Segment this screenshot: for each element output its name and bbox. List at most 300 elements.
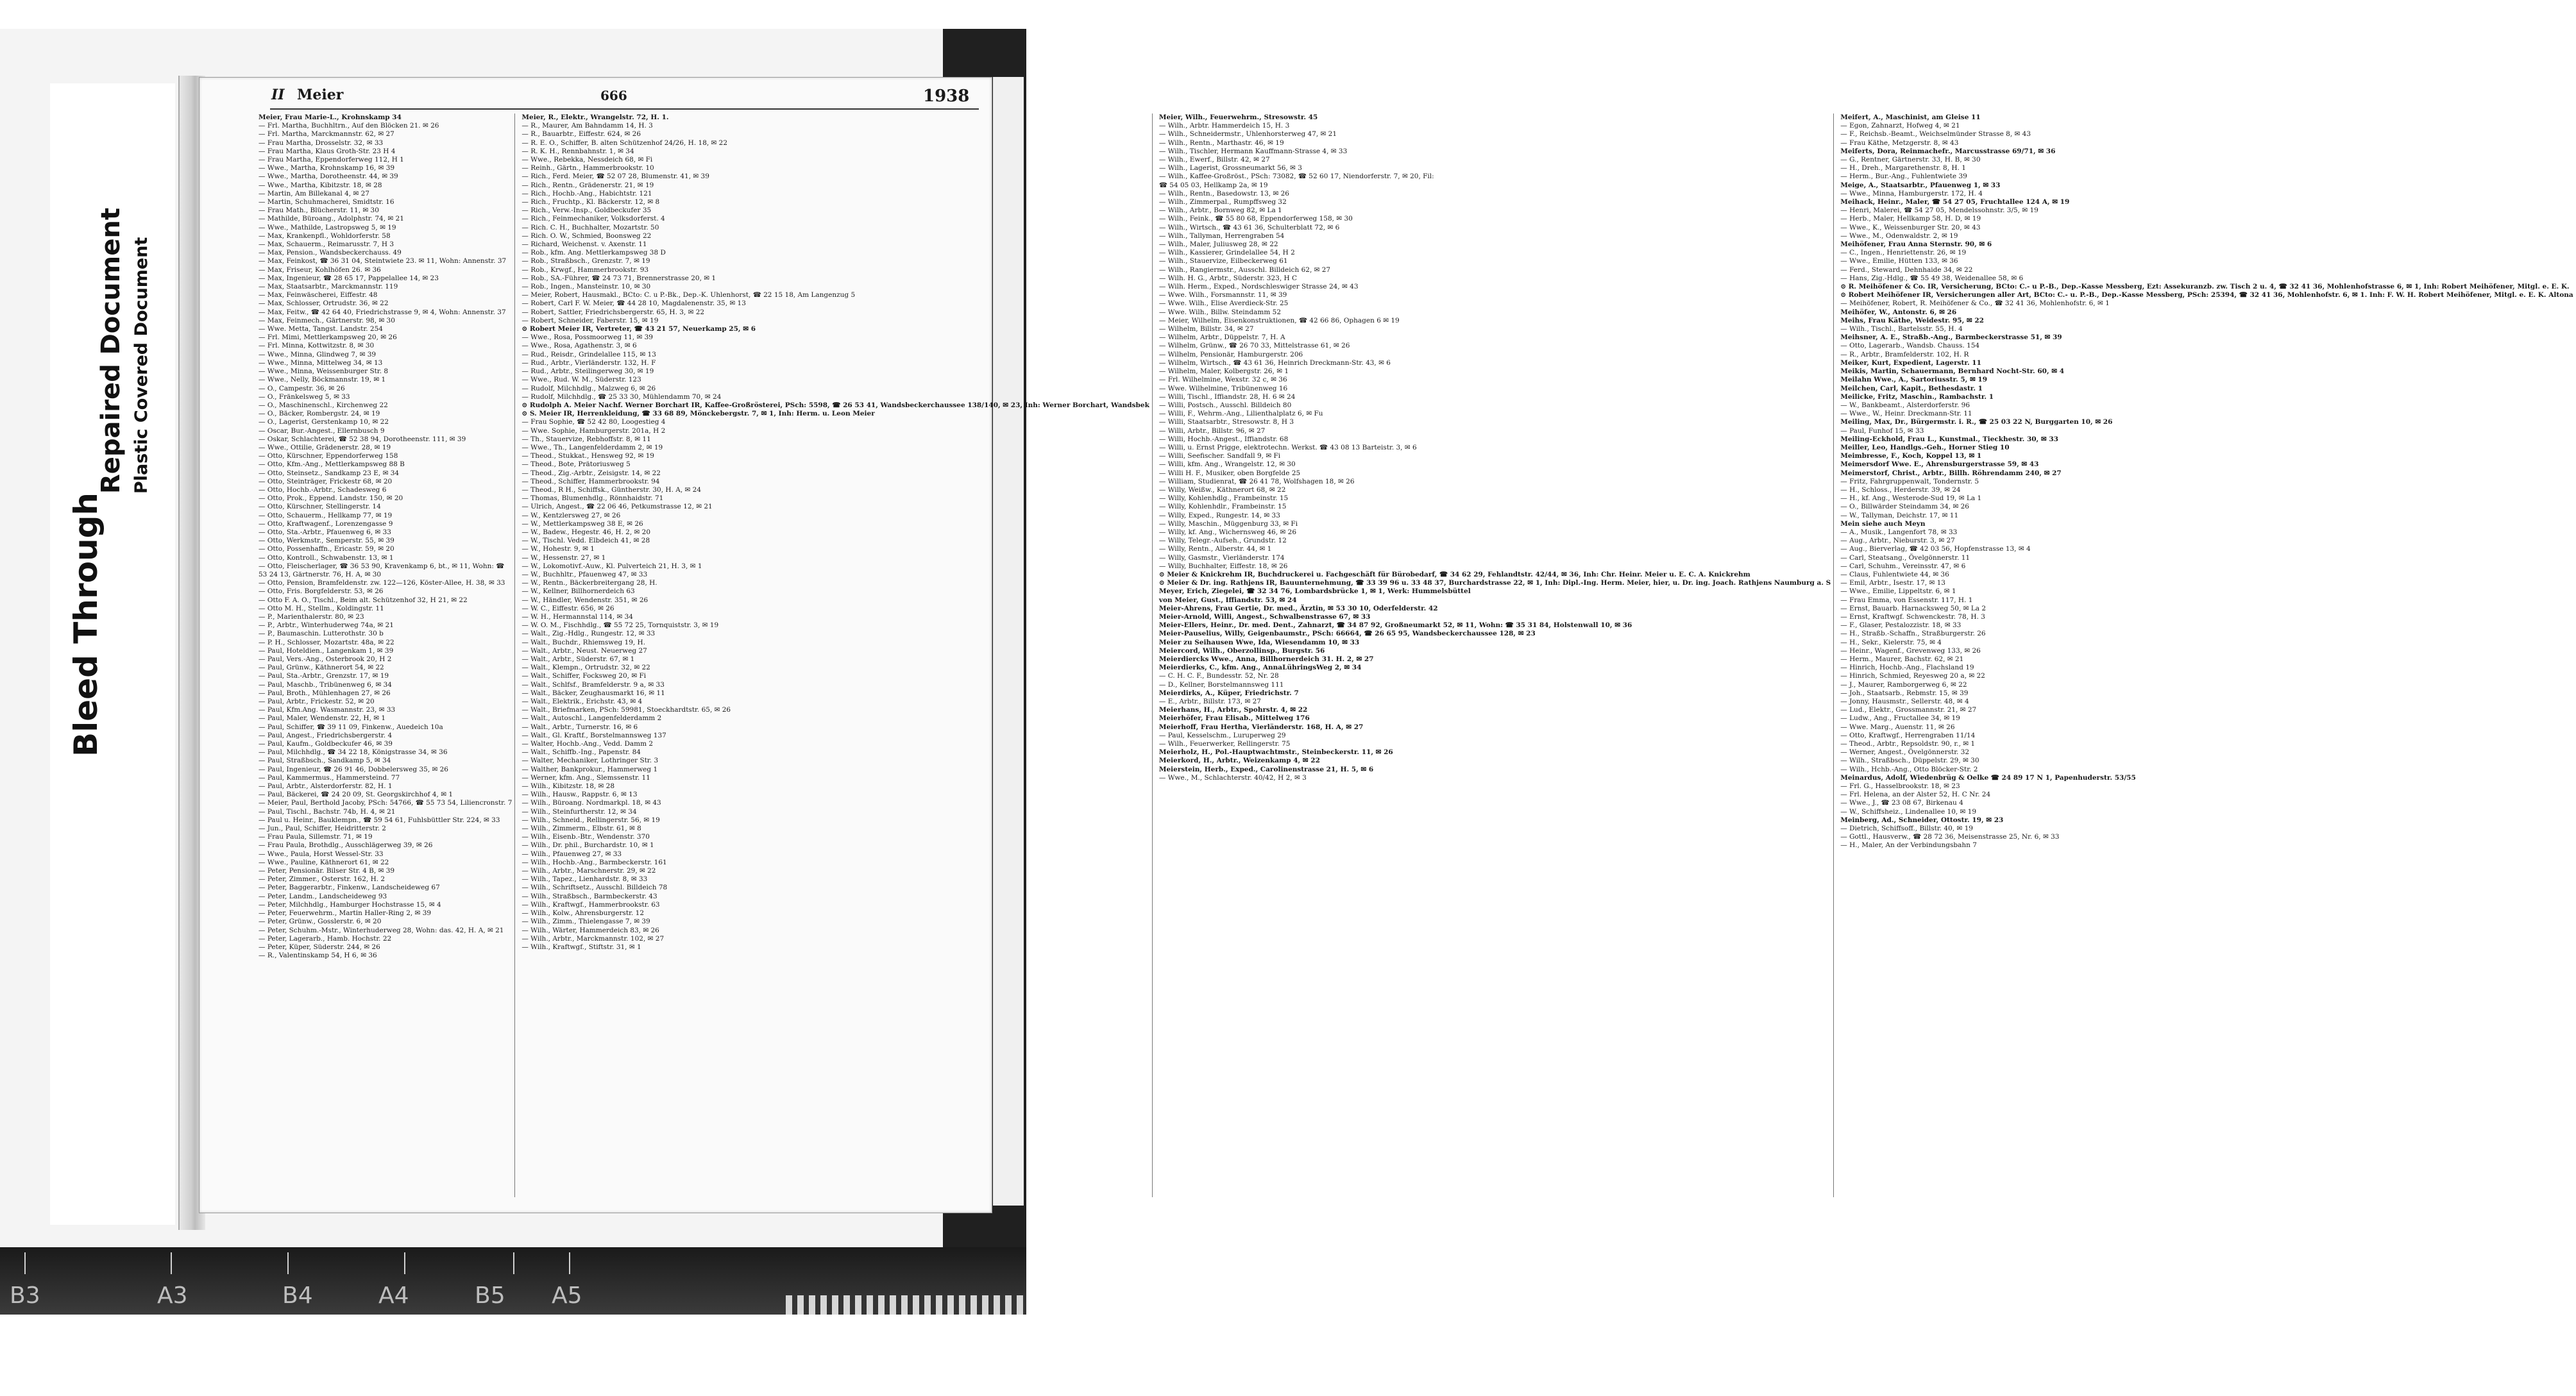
directory-entry: — Theod., Zig.-Arbtr., Zeisigstr. 14, ✉ 22 <box>521 469 661 477</box>
directory-entry: — Wilh., Dr. phil., Burchardstr. 10, ✉ 1 <box>521 841 654 850</box>
directory-entry: — Wilh., Tapez., Lienhardstr. 8, ✉ 33 <box>521 875 648 884</box>
directory-entry: — Peter, Baggerarbtr., Finkenw., Landscheideweg 67 <box>258 884 440 892</box>
directory-entry: — Rud., Reisdr., Grindelallee 115, ✉ 13 <box>521 350 656 358</box>
directory-entry: Meier, Frau Marie-L., Krohnskamp 34 <box>258 114 402 121</box>
directory-entry: — Rudolf, Milchhdlg., ☎ 25 33 30, Mühlendamm 70, ✉ 24 <box>521 392 722 401</box>
directory-entry: — Willy, Maschin., Müggenburg 33, ✉ Fi <box>1158 519 1298 528</box>
directory-entry: — Werner, Angest., Övelgönnerstr. 32 <box>1840 748 1970 757</box>
directory-entry: — Max, Feinwäscherei, Eiffestr. 48 <box>258 291 378 299</box>
column-1 <box>256 114 515 1197</box>
directory-entry: — Otto, Kürschner, Stellingerstr. 14 <box>258 503 381 511</box>
directory-entry: — Wilh., Kraftwgf., Stiftstr. 31, ✉ 1 <box>521 943 641 951</box>
directory-entry: — Frau Math., Blücherstr. 11, ✉ 30 <box>258 206 379 215</box>
directory-entry: — Paul u. Heinr., Bauklempn., ☎ 59 54 61, Fuhlsbüttler Str. 224, ✉ 33 <box>258 816 500 824</box>
directory-entry: Meihsner, A. E., Straßb.-Ang., Barmbeckerstrasse 51, ✉ 39 <box>1840 333 2062 342</box>
directory-entry: — Wwe., Minna, Mittelweg 34, ✉ 13 <box>258 358 383 367</box>
directory-entry: — Wwe., Emilie, Lippeltstr. 6, ✉ 1 <box>1840 587 1956 596</box>
directory-entry: — Hinrich, Schmied, Reyesweg 20 a, ✉ 22 <box>1840 672 1985 680</box>
directory-entry: — Otto, Kraftwagenf., Lorenzengasse 9 <box>258 519 393 528</box>
directory-entry: — Wwe., Emilie, Hütten 133, ✉ 36 <box>1840 257 1958 265</box>
directory-entry: — Claus, Fuhlentwiete 44, ✉ 36 <box>1840 570 1949 578</box>
directory-entry: — W., Kellner, Billhornerdeich 63 <box>521 587 635 596</box>
directory-entry: — Wwe., J., ☎ 23 08 67, Birkenau 4 <box>1840 799 1963 807</box>
directory-entry: — Rob., SA.-Führer, ☎ 24 73 71, Brennerstrasse 20, ✉ 1 <box>521 274 716 282</box>
directory-entry: — Otto, Fris. Borgfelderstr. 53, ✉ 26 <box>258 587 384 596</box>
directory-entry: — Wilh., Pfauenweg 27, ✉ 33 <box>521 850 622 858</box>
directory-entry: — William, Studienrat, ☎ 26 41 78, Wolfshagen 18, ✉ 26 <box>1158 477 1355 485</box>
directory-entry: — R., Arbtr., Bramfelderstr. 102, H. R <box>1840 350 1969 358</box>
directory-entry: — F., Glaser, Pestalozzistr. 18, ✉ 33 <box>1840 621 1962 630</box>
directory-entry: — Meier, Wilhelm, Eisenkonstruktionen, ☎ 42 66 86, Ophagen 6 ✉ 19 <box>1158 316 1400 324</box>
directory-entry: — Rob., kfm. Ang. Mettlerkampsweg 38 D <box>521 249 666 257</box>
directory-entry: — Egon, Zahnarzt, Hofweg 4, ✉ 21 <box>1840 122 1960 130</box>
directory-entry: — Willi, Seefischer. Sandfall 9, ✉ Fi <box>1158 452 1281 460</box>
directory-entry: — Rich. C. H., Buchhalter, Mozartstr. 50 <box>521 223 659 231</box>
directory-entry: Meier-Ahrens, Frau Gertie, Dr. med., Ärztin, ✉ 53 30 10, Oderfelderstr. 42 <box>1158 604 1438 612</box>
directory-entry: ☎ 54 05 03, Hellkamp 2a, ✉ 19 <box>1158 181 1268 189</box>
ruler-label: B5 <box>475 1282 505 1309</box>
directory-entry: Meimerstorf, Christ., Arbtr., Billh. Röhrendamm 240, ✉ 27 <box>1840 469 2062 477</box>
directory-entry: — Carl, Schuhm., Vereinsstr. 47, ✉ 6 <box>1840 562 1966 570</box>
directory-entry: — Wwe., Martha, Dorotheenstr. 44, ✉ 39 <box>258 172 398 181</box>
directory-entry: — Willi, u. Ernst Prigge, elektrotechn. Werkst. ☎ 43 08 13 Barteistr. 3, ✉ 6 <box>1158 443 1417 451</box>
directory-entry: — Rud., Arbtr., Steilingerweg 30, ✉ 19 <box>521 367 654 376</box>
directory-entry: — Wilh., Maler, Juliusweg 28, ✉ 22 <box>1158 240 1278 249</box>
directory-entry: — Willy, Buchhalter, Eiffestr. 18, ✉ 26 <box>1158 562 1288 570</box>
directory-entry: — C. H. C. F., Bundesstr. 52, Nr. 28 <box>1158 672 1279 680</box>
directory-entry: Meikis, Martin, Schauermann, Bernhard Nocht-Str. 60, ✉ 4 <box>1840 367 2065 376</box>
directory-entry: — Wilh., Kraftwgf., Hammerbrookstr. 63 <box>521 900 660 909</box>
directory-entry: — Frau Martha, Eppendorferweg 112, H 1 <box>258 156 404 164</box>
directory-entry: — Willy, Kohlenhdlr., Frambeinstr. 15 <box>1158 503 1287 511</box>
directory-entry: — O., Maschinenschl., Kirchenweg 22 <box>258 401 388 409</box>
directory-entry: — Otto, Hochb.-Arbtr., Schadesweg 6 <box>258 485 387 494</box>
directory-entry: — Peter, Küper, Süderstr. 244, ✉ 26 <box>258 943 380 951</box>
directory-entry: — Willi, Tischl., Iffiandstr. 28, H. 6 ✉ 24 <box>1158 392 1296 401</box>
directory-entry: — Paul, Grünw., Käthnerort 54, ✉ 22 <box>258 664 384 672</box>
directory-entry: — Paul, Schiffer, ☎ 39 11 09, Finkenw., Auedeich 10a <box>258 723 443 731</box>
directory-entry: — Wilh., Steinfurtherstr. 12, ✉ 34 <box>521 807 637 816</box>
directory-entry: — Wilh., Kaffee-Großröst., PSch: 73082, ☎ 52 60 17, Niendorferstr. 7, ✉ 20, Fil: <box>1158 172 1434 181</box>
directory-entry: — Wilh., Büroang. Nordmarkpl. 18, ✉ 43 <box>521 799 661 807</box>
directory-entry: — Willi H. F., Musiker, oben Borgfelde 25 <box>1158 469 1301 477</box>
directory-entry: — Max, Schlosser, Ortrudstr. 36, ✉ 22 <box>258 299 389 308</box>
directory-entry: — Rob., Krwgf., Hammerbrookstr. 93 <box>521 265 649 274</box>
directory-entry: — Joh., Staatsarb., Rebmstr. 15, ✉ 39 <box>1840 689 1969 697</box>
directory-entry: — P., Arbtr., Winterhuderweg 74a, ✉ 21 <box>258 621 394 630</box>
directory-entry: — Wilh., Zimm., Thielengasse 7, ✉ 39 <box>521 918 650 926</box>
directory-entry: Meier, R., Elektr., Wrangelstr. 72, H. 1. <box>521 114 669 121</box>
directory-entry: — Gottl., Hausverw., ☎ 28 72 36, Meisenstrasse 25, Nr. 6, ✉ 33 <box>1840 833 2060 841</box>
directory-entry: — Aug., Arbtr., Nieburstr. 3, ✉ 27 <box>1840 537 1955 545</box>
directory-entry: — Hinrich, Hochb.-Ang., Flachsland 19 <box>1840 664 1974 672</box>
directory-entry: Meierhans, H., Arbtr., Spohrstr. 4, ✉ 22 <box>1158 706 1308 714</box>
directory-entry: — Wwe., Paula, Horst Wessel-Str. 33 <box>258 850 384 858</box>
directory-entry: — Walther, Bankprokur., Hammerweg 1 <box>521 765 658 773</box>
directory-entry: — W., Mettlerkampsweg 38 E, ✉ 26 <box>521 519 643 528</box>
directory-entry: — Paul, Tischl., Bachstr. 74b, H. 4, ✉ 21 <box>258 807 396 816</box>
directory-entry: — Wwe., W., Heinr. Dreckmann-Str. 11 <box>1840 410 1972 418</box>
directory-entry: — Wilh., Schriftsetz., Ausschl. Billdeich 78 <box>521 884 668 892</box>
directory-entry: Meiferts, Dora, Reinmachefr., Marcusstrasse 69/71, ✉ 36 <box>1840 147 2056 155</box>
directory-entry: — Wilh., Straßbsch., Düppelstr. 29, ✉ 30 <box>1840 757 1979 765</box>
directory-entry: — Wilhelm, Grünw., ☎ 26 70 33, Mittelstrasse 61, ✉ 26 <box>1158 342 1350 350</box>
directory-entry: — Walt., Autoschl., Langenfelderdamm 2 <box>521 714 662 723</box>
directory-entry: — Rich., Ferd. Meier, ☎ 52 07 28, Blumenstr. 41, ✉ 39 <box>521 172 709 181</box>
directory-entry: Meierkord, H., Arbtr., Weizenkamp 4, ✉ 22 <box>1158 757 1320 765</box>
directory-entry: — W., Rentn., Bäckerbreitergang 28, H. <box>521 579 657 587</box>
directory-entry: — Richard, Weichenst. v. Axenstr. 11 <box>521 240 647 249</box>
directory-entry: — Theod., R H., Schiffsk., Güntherstr. 30, H. A, ✉ 24 <box>521 485 701 494</box>
directory-entry: — Paul, Ingenieur, ☎ 26 91 46, Dobbelersweg 35, ✉ 26 <box>258 765 448 773</box>
directory-entry: Meihöfer, W., Antonstr. 6, ✉ 26 <box>1840 308 1957 316</box>
directory-entry: Meyer, Erich, Ziegelei, ☎ 32 34 76, Lombardsbrücke 1, ✉ 1, Werk: Hummelsbüttel <box>1158 587 1471 596</box>
directory-entry: Meimersdorf Wwe. E., Ahrensburgerstrasse 59, ✉ 43 <box>1840 460 2039 469</box>
directory-entry: — Rudolf, Milchhdlg., Malzweg 6, ✉ 26 <box>521 384 656 392</box>
directory-entry: — Max, Friseur, Kohlhöfen 26. ✉ 36 <box>258 265 381 274</box>
directory-entry: Meierdierks, C., kfm. Ang., AnnaLühringsWeg 2, ✉ 34 <box>1158 664 1362 672</box>
directory-entry: — W., Hessenstr. 27, ✉ 1 <box>521 553 606 562</box>
directory-entry: — Wilhelm, Wirtsch., ☎ 43 61 36, Heinrich Dreckmann-Str. 43, ✉ 6 <box>1158 358 1391 367</box>
directory-entry: ⊙ S. Meier IR, Herrenkleidung, ☎ 33 68 89, Mönckebergstr. 7, ✉ 1, Inh: Herm. u. Leon Meier <box>521 410 875 418</box>
directory-entry: — Walter, Mechaniker, Lothringer Str. 3 <box>521 757 659 765</box>
directory-entry: — Walt., Arbtr., Neust. Neuerweg 27 <box>521 646 647 655</box>
directory-entry: — Walt., Schlfsf., Bramfelderstr. 9 a, ✉ 33 <box>521 680 665 689</box>
directory-entry: — Wwe. Wilh., Forsmannstr. 11, ✉ 39 <box>1158 291 1287 299</box>
directory-entry: — Paul, Maler, Wendenstr. 22, H, ✉ 1 <box>258 714 386 723</box>
directory-entry: — Wwe., Rosa, Agathenstr. 3, ✉ 6 <box>521 342 637 350</box>
directory-entry: — Paul, Angest., Friedrichsbergerstr. 4 <box>258 731 393 739</box>
directory-entry: — H., kf. Ang., Westerode-Sud 19, ✉ La 1 <box>1840 494 1982 503</box>
directory-entry: — Max, Pension., Wandsbeckerchauss. 49 <box>258 249 402 257</box>
directory-entry: — Walter, Hochb.-Ang., Vedd. Damm 2 <box>521 740 654 748</box>
directory-entry: — Meihöfener, Robert, R. Meihöfener & Co., ☎ 32 41 36, Mohlenhofstr. 6, ✉ 1 <box>1840 299 2110 308</box>
directory-entry: ⊙ Rudolph A. Meier Nachf. Werner Borchart IR, Kaffee-Großrösterei, PSch: 5598, ☎ 26 53 41, Wandsbeckerchaussee 138/140, ✉ 23, Inh: Werner Borchart, Wandsbek <box>521 401 1149 409</box>
directory-entry: — Frau Martha, Klaus Groth-Str. 23 H 4 <box>258 147 396 155</box>
directory-entry: — Wilh., Kolw., Ahrensburgerstr. 12 <box>521 909 645 918</box>
entry-columns <box>256 114 2573 1197</box>
directory-entry: — Willi, kfm. Ang., Wrangelstr. 12, ✉ 30 <box>1158 460 1296 469</box>
directory-entry: — W. H., Hermannstal 114, ✉ 34 <box>521 612 633 621</box>
directory-entry: — Wilh., Feuerwerker, Rellingerstr. 75 <box>1158 740 1291 748</box>
directory-entry: — E., Arbtr., Billstr. 173, ✉ 27 <box>1158 698 1261 706</box>
directory-entry: — W., Hohestr. 9, ✉ 1 <box>521 545 595 553</box>
directory-entry: — Willi, Arbtr., Billstr. 96, ✉ 27 <box>1158 426 1266 435</box>
directory-entry: — A., Musik., Langenfort 78, ✉ 33 <box>1840 528 1958 536</box>
directory-entry: — Rich., Fruchtp., Kl. Bäckerstr. 12, ✉ 8 <box>521 198 660 206</box>
directory-entry: Meilahn Wwe., A., Sartoriusstr. 5, ✉ 19 <box>1840 376 1988 384</box>
ruler-label: A3 <box>157 1282 188 1309</box>
directory-entry: — R., Maurer, Am Bahndamm 14, H. 3 <box>521 122 653 130</box>
directory-entry: — Paul, Sta.-Arbtr., Grenzstr. 17, ✉ 19 <box>258 672 389 680</box>
directory-entry: — Wwe., Minna, Glindweg 7, ✉ 39 <box>258 350 377 358</box>
directory-entry: — Wwe., Rud. W. M., Süderstr. 123 <box>521 376 641 384</box>
directory-entry: — Wwe., Mathilde, Lastropsweg 5, ✉ 19 <box>258 223 396 231</box>
directory-entry: Mein siehe auch Meyn <box>1840 519 1926 528</box>
directory-entry: — W., Bankbeamt., Alsterdorferstr. 96 <box>1840 401 1970 409</box>
directory-entry: — G., Rentner, Gärtnerstr. 33, H. B, ✉ 30 <box>1840 156 1981 164</box>
directory-entry: — Martin, Schuhmacherei, Smidtstr. 16 <box>258 198 394 206</box>
directory-entry: — Wilh., Arbtr., Marschnerstr. 29, ✉ 22 <box>521 867 656 875</box>
directory-entry: — Max, Schauerm., Reimarusstr. 7, H 3 <box>258 240 394 249</box>
directory-entry: ⊙ Meier & Knickrehm IR, Buchdruckerei u. Fachgeschäft für Bürobedarf, ☎ 34 62 29, Fehlandtstr. 42/44, ✉ 36, Inh: Chr. Heinr. Meier u. E. C. A. Knickrehm <box>1158 570 1750 578</box>
directory-entry: — Robert, Schneider, Faberstr. 15, ✉ 19 <box>521 316 659 324</box>
directory-entry: — Wilh., Hochb.-Ang., Barmbeckerstr. 161 <box>521 858 667 866</box>
directory-entry: — Wilh., Eisenb.-Btr., Wendenstr. 370 <box>521 833 650 841</box>
directory-entry: — Jun., Paul, Schiffer, Heidritterstr. 2 <box>258 825 386 833</box>
directory-entry: — Otto, Possenhaffn., Ericastr. 59, ✉ 20 <box>258 545 394 553</box>
directory-entry: — Wilh., Hchb.-Ang., Otto Blöcker-Str. 2 <box>1840 765 1978 773</box>
directory-entry: — Reinh., Gärtn., Hammerbrookstr. 10 <box>521 164 654 172</box>
page-header <box>199 83 992 107</box>
directory-entry: — H., Straßb.-Schaffn., Straßburgerstr. 26 <box>1840 630 1986 638</box>
running-head: Meier <box>297 87 344 103</box>
directory-entry: — Willi, F., Wehrm.-Ang., Lilienthalplatz 6, ✉ Fu <box>1158 410 1323 418</box>
ruler-label: A4 <box>378 1282 409 1309</box>
directory-entry: — Max, Feitw., ☎ 42 64 40, Friedrichstrasse 9, ✉ 4, Wohn: Annenstr. 37 <box>258 308 506 316</box>
directory-entry: — Wilh., Arbtr. Hammerdeich 15, H. 3 <box>1158 122 1290 130</box>
directory-entry: — Willy, Rentn., Alberstr. 44, ✉ 1 <box>1158 545 1272 553</box>
directory-entry: Meierhoff, Frau Hertha, Vierländerstr. 168, H. A, ✉ 27 <box>1158 723 1364 731</box>
color-target-strip <box>786 1295 1026 1315</box>
directory-entry: Meihöfener, Frau Anna Sternstr. 90, ✉ 6 <box>1840 240 1992 249</box>
directory-entry: Meier-Arnold, Willi, Angest., Schwalbenstrasse 67, ✉ 33 <box>1158 612 1371 621</box>
directory-entry: — Max, Feinmech., Gärtnerstr. 98, ✉ 30 <box>258 316 395 324</box>
directory-entry: — H., Maler, An der Verbindungsbahn 7 <box>1840 841 1977 850</box>
directory-entry: — Wilh., Arbtr., Bornweg 82, ✉ La 1 <box>1158 206 1282 215</box>
directory-entry: — Walt., Zig.-Hdlg., Rungestr. 12, ✉ 33 <box>521 630 656 638</box>
directory-entry: — W., Tallyman, Deichstr. 17, ✉ 11 <box>1840 511 1959 519</box>
directory-entry: — Meier, Robert, Hausmakl., BCto: C. u P.-Bk., Dep.-K. Uhlenhorst, ☎ 22 15 18, Am Langenzug 5 <box>521 291 856 299</box>
directory-entry: Meimbresse, F., Koch, Koppel 13, ✉ 1 <box>1840 452 1982 460</box>
directory-entry: — Wwe. Metta, Tangst. Landstr. 254 <box>258 325 383 333</box>
directory-entry: Meinberg, Ad., Schneider, Ottostr. 19, ✉ 23 <box>1840 816 2004 824</box>
directory-entry: Meier-Ellers, Heinr., Dr. med. Dent., Zahnarzt, ☎ 34 87 92, Großneumarkt 52, ✉ 11, Wohn: ☎ 35 31 84, Holstenwall 10, ✉ 36 <box>1158 621 1632 630</box>
directory-entry: — Wwe., K., Weissenburger Str. 20, ✉ 43 <box>1840 223 1981 231</box>
directory-entry: — Max, Ingenieur, ☎ 28 65 17, Pappelallee 14, ✉ 23 <box>258 274 439 282</box>
directory-entry: — Walt., Klempn., Ortrudstr. 32, ✉ 22 <box>521 664 650 672</box>
directory-entry: — O., Fränkelsweg 5, ✉ 33 <box>258 392 350 401</box>
directory-entry: — Otto, Lagerarb., Wandsb. Chauss. 154 <box>1840 342 1980 350</box>
directory-entry: — Herm., Maurer, Bachstr. 62, ✉ 21 <box>1840 655 1964 663</box>
section-number: II <box>271 87 285 103</box>
directory-entry: — Thomas, Blumenhdlg., Rönnhaidstr. 71 <box>521 494 664 503</box>
directory-entry: — Frau Emma, von Essenstr. 117, H. 1 <box>1840 596 1973 604</box>
directory-entry: — Peter, Zimmer., Osterstr. 162, H. 2 <box>258 875 386 884</box>
directory-entry: — Willy, Exped., Rungestr. 14, ✉ 33 <box>1158 511 1280 519</box>
directory-entry: — W., Schiffsheiz., Lindenallee 10, ✉ 19 <box>1840 807 1977 816</box>
directory-entry: — Wwe. Marg., Auenstr. 11, ✉ 26 <box>1840 723 1955 731</box>
directory-entry: — Frau Sophie, ☎ 52 42 80, Loogestieg 4 <box>521 418 666 426</box>
directory-entry: — W., Händler, Wendenstr. 351, ✉ 26 <box>521 596 648 604</box>
directory-entry: — O., Campestr. 36, ✉ 26 <box>258 384 345 392</box>
column-4 <box>1838 114 2575 1197</box>
directory-entry: Meilicke, Fritz, Maschin., Rambachstr. 1 <box>1840 392 1994 401</box>
directory-entry: — Rob., Straßbsch., Grenzstr. 7, ✉ 19 <box>521 257 650 265</box>
directory-entry: — Wilh., Arbtr., Marckmannstr. 102, ✉ 27 <box>521 934 665 943</box>
directory-entry: — Wwe. Sophie, Hamburgerstr. 201a, H 2 <box>521 426 666 435</box>
directory-entry: — Wwe., Minna, Hamburgerstr. 172, H. 4 <box>1840 189 1983 198</box>
directory-entry: — Willy, Telegr.-Aufseh., Grundstr. 12 <box>1158 537 1287 545</box>
plastic-covered-label: Plastic Covered Document <box>131 237 151 494</box>
directory-entry: — Wwe. Wilh., Elise Averdieck-Str. 25 <box>1158 299 1289 308</box>
directory-entry: — Willi, Postsch., Ausschl. Billdeich 80 <box>1158 401 1292 409</box>
directory-entry: — Wilh., Wirtsch., ☎ 43 61 36, Schulterblatt 72, ✉ 6 <box>1158 223 1340 231</box>
directory-entry: — F., Reichsb.-Beamt., Weichselmünder Strasse 8, ✉ 43 <box>1840 130 2031 139</box>
directory-entry: — Ulrich, Angest., ☎ 22 06 46, Petkumstrasse 12, ✉ 21 <box>521 503 713 511</box>
directory-entry: — P., Marienthalerstr. 80, ✉ 23 <box>258 612 364 621</box>
directory-entry: Meierdiercks Wwe., Anna, Billhornerdeich 31. H. 2, ✉ 27 <box>1158 655 1374 663</box>
directory-entry: — Otto, Fleischerlager, ☎ 36 53 90, Kravenkamp 6, bt., ✉ 11, Wohn: ☎ <box>258 562 505 570</box>
directory-entry: — Wilh., Schneidermstr., Uhlenhorsterweg 47, ✉ 21 <box>1158 130 1337 139</box>
directory-entry: — Lud., Elektr., Grossmannstr. 21, ✉ 27 <box>1840 706 1977 714</box>
directory-entry: — Jonny, Hausmstr., Sellerstr. 48, ✉ 4 <box>1840 698 1969 706</box>
directory-entry: — Fritz, Fahrgruppenwalt, Tondernstr. 5 <box>1840 477 1979 485</box>
directory-entry: — Paul, Milchhdlg., ☎ 34 22 18, Königstrasse 34, ✉ 36 <box>258 748 448 757</box>
directory-entry: ⊙ R. Meihöfener & Co. IR, Versicherung, BCto: C.- u P.-B., Dep.-Kasse Messberg, Ezt: Assekuranzb. zw. Tisch 2 u. 4, ☎ 32 41 36, Mohlenhofstrasse 6, ✉ 1, Inh: Robert Meihöfener, Mitgl. e. E. K. <box>1840 283 2570 291</box>
directory-entry: — Oskar, Schlachterei, ☎ 52 38 94, Dorotheenstr. 111, ✉ 39 <box>258 435 466 443</box>
directory-entry: Meierstein, Herb., Exped., Carolinenstrasse 21, H. 5, ✉ 6 <box>1158 765 1374 773</box>
directory-entry: Meinardus, Adolf, Wiedenbrüg & Oelke ☎ 24 89 17 N 1, Papenhuderstr. 53/55 <box>1840 773 2136 782</box>
directory-entry: — Walt., Briefmarken, PSch: 59981, Stoeckhardtstr. 65, ✉ 26 <box>521 706 731 714</box>
directory-entry: — W., Lokomotivf.-Auw., Kl. Pulverteich 21, H. 3, ✉ 1 <box>521 562 702 570</box>
directory-entry: — Herb., Maler, Hellkamp 58, H. D, ✉ 19 <box>1840 215 1981 223</box>
directory-entry: Meier-Pauselius, Willy, Geigenbaumstr., PSch: 66664, ☎ 26 65 95, Wandsbeckerchaussee 128, ✉ 23 <box>1158 630 1536 638</box>
directory-entry: — Wwe., Martha, Krohnskamp 16, ✉ 39 <box>258 164 395 172</box>
directory-entry: ⊙ Meier & Dr. ing. Rathjens IR, Bauunternehmung, ☎ 33 39 96 u. 33 48 37, Burchardstrasse 22, ✉ 1, Inh: Dipl.-Ing. Herm. Meier, hier, u. Dr. ing. Joach. Rathjens Naumburg a. S <box>1158 579 1831 587</box>
directory-entry: — Paul, Broth., Mühlenhagen 27, ✉ 26 <box>258 689 391 697</box>
directory-entry: — Meier, Paul, Berthold Jacoby, PSch: 54766, ☎ 55 73 54, Liliencronstr. 7 <box>258 799 513 807</box>
directory-entry: Meierdirks, A., Küper, Friedrichstr. 7 <box>1158 689 1299 697</box>
directory-entry: — Paul, Kammermus., Hammersteind. 77 <box>258 773 400 782</box>
directory-entry: — Peter, Schuhm.-Mstr., Winterhuderweg 28, Wohn: das. 42, H. A, ✉ 21 <box>258 926 504 934</box>
directory-entry: — W., Badew., Hegestr. 46, H. 2, ✉ 20 <box>521 528 651 536</box>
directory-entry: — Walt., Schiffb.-Ing., Papenstr. 84 <box>521 748 641 757</box>
directory-entry: — Hans, Zig.-Hdlg., ☎ 55 49 38, Weidenallee 58, ✉ 6 <box>1840 274 2024 282</box>
directory-entry: — Wilh. Herm., Exped., Nordschleswiger Strasse 24, ✉ 43 <box>1158 283 1359 291</box>
directory-entry: — Peter, Feuerwehrm., Martin Haller-Ring 2, ✉ 39 <box>258 909 432 918</box>
directory-entry: — Wilh., Rangiermstr., Ausschl. Billdeich 62, ✉ 27 <box>1158 265 1331 274</box>
directory-entry: — Frl. Helena, an der Alster 52, H. C Nr. 24 <box>1840 791 1991 799</box>
directory-entry: — Oscar, Bur.-Angest., Ellernbusch 9 <box>258 426 385 435</box>
directory-entry: — Paul, Kaufm., Goldbeckufer 46, ✉ 39 <box>258 740 393 748</box>
directory-entry: — Willi, Staatsarbtr., Stresowstr. 8, H 3 <box>1158 418 1294 426</box>
directory-entry: — Ernst, Bauarb. Harnacksweg 50, ✉ La 2 <box>1840 604 1987 612</box>
directory-entry: — Robert, Sattler, Friedrichsbergerstr. 65, H. 3, ✉ 22 <box>521 308 705 316</box>
directory-entry: Meiling, Max, Dr., Bürgermstr. i. R., ☎ 25 03 22 N, Burggarten 10, ✉ 26 <box>1840 418 2113 426</box>
ruler-label: B4 <box>282 1282 313 1309</box>
directory-entry: — Willy, Kohlenhdlg., Frambeinstr. 15 <box>1158 494 1289 503</box>
directory-entry: — O., Lagerist, Gerstenkamp 10, ✉ 22 <box>258 418 389 426</box>
directory-entry: — Wilh., Tischl., Bartelsstr. 55, H. 4 <box>1840 325 1963 333</box>
directory-entry: — Wwe., Pauline, Käthnerort 61, ✉ 22 <box>258 858 389 866</box>
directory-entry: — Wwe., Minna, Weissenburger Str. 8 <box>258 367 389 376</box>
directory-entry: — Wwe. Wilhelmine, Tribünenweg 16 <box>1158 384 1288 392</box>
column-2 <box>519 114 1152 1197</box>
directory-entry: — Max, Staatsarbtr., Marckmannstr. 119 <box>258 283 398 291</box>
directory-entry: — Peter, Landm., Landscheideweg 93 <box>258 892 387 900</box>
directory-entry: — Th., Stauervize, Rebhoffstr. 8, ✉ 11 <box>521 435 651 443</box>
directory-entry: — Walt., Buchdr., Rhiemsweg 19, H. <box>521 638 646 646</box>
directory-entry: — Otto, Prok., Eppend. Landstr. 150, ✉ 20 <box>258 494 403 503</box>
directory-entry: — Willi, Hochb.-Angest., Iffiandstr. 68 <box>1158 435 1289 443</box>
directory-entry: — Wwe., Nelly, Böckmannstr. 19, ✉ 1 <box>258 376 386 384</box>
directory-entry: ⊙ Robert Meihöfener IR, Versicherungen aller Art, BCto: C.- u. P.-B., Dep.-Kasse Messberg, PSch: 25394, ☎ 32 41 36, Mohlenhofstr. 6, ✉ 1. Inh: F. W. H. Robert Meihöfener, Mitgl. e. E. K. Altona <box>1840 291 2573 299</box>
directory-entry: — Walt., Bäcker, Zeughausmarkt 16, ✉ 11 <box>521 689 665 697</box>
directory-entry: — Paul, Arbtr., Frickestr. 52, ✉ 20 <box>258 698 375 706</box>
directory-entry: — C., Ingen., Henriettenstr. 26, ✉ 19 <box>1840 249 1967 257</box>
directory-entry: — Wilh., Hausw., Rappstr. 6, ✉ 13 <box>521 791 638 799</box>
directory-entry: — Peter, Grünw., Gosslerstr. 6, ✉ 20 <box>258 918 382 926</box>
directory-entry: — Frl. G., Hasselbrookstr. 18, ✉ 23 <box>1840 782 1960 791</box>
directory-entry: — Willy, Weißw., Käthnerort 68, ✉ 22 <box>1158 485 1286 494</box>
directory-entry: — Theod., Arbtr., Repsoldstr. 90, r., ✉ 1 <box>1840 740 1976 748</box>
directory-entry: — Theod., Stukkat., Hensweg 92, ✉ 19 <box>521 452 654 460</box>
directory-entry: — Wilh., Schneid., Rellingerstr. 56, ✉ 19 <box>521 816 660 824</box>
directory-entry: — Paul, Bäckerei, ☎ 24 20 09, St. Georgskirchhof 4, ✉ 1 <box>258 791 453 799</box>
directory-entry: — Wilh., Kibitzstr. 18, ✉ 28 <box>521 782 615 791</box>
repaired-document-label: Repaired Document <box>96 208 126 494</box>
directory-entry: Meierhöfer, Frau Elisab., Mittelweg 176 <box>1158 714 1310 723</box>
directory-entry: — Wilh., Zimmerpal., Rumpffsweg 32 <box>1158 198 1287 206</box>
directory-entry: — H., Sekr., Kielerstr. 75, ✉ 4 <box>1840 638 1942 646</box>
directory-entry: — Paul, Funhof 15, ✉ 33 <box>1840 426 1924 435</box>
directory-entry: — Max, Feinkost, ☎ 36 31 04, Steintwiete 23. ✉ 11, Wohn: Annenstr. 37 <box>258 257 507 265</box>
directory-entry: — W., Tischl. Vedd. Elbdeich 41, ✉ 28 <box>521 537 650 545</box>
directory-entry: — W., Kentzlersweg 27, ✉ 26 <box>521 511 621 519</box>
directory-entry: — Walt., Arbtr., Turnerstr. 16, ✉ 6 <box>521 723 638 731</box>
directory-entry: — Aug., Bierverlag, ☎ 42 03 56, Hopfenstrasse 13, ✉ 4 <box>1840 545 2031 553</box>
directory-entry: Meihs, Frau Käthe, Weidestr. 95, ✉ 22 <box>1840 316 1984 324</box>
directory-entry: — R., Valentinskamp 54, H 6, ✉ 36 <box>258 952 377 960</box>
directory-entry: — Theod., Bote, Prätoriusweg 5 <box>521 460 631 469</box>
directory-entry: — Otto M. H., Stellm., Koldingstr. 11 <box>258 604 384 612</box>
directory-entry: — Wilh., Rentn., Basedowstr. 13, ✉ 26 <box>1158 189 1289 198</box>
directory-entry: — Wilh., Tischler, Hermann Kauffmann-Strasse 4, ✉ 33 <box>1158 147 1348 155</box>
directory-entry: — Wilh., Feink., ☎ 55 80 68, Eppendorferweg 158, ✉ 30 <box>1158 215 1353 223</box>
directory-entry: — Otto, Kfm.-Ang., Mettlerkampsweg 88 B <box>258 460 405 469</box>
directory-entry: — Frau Martha, Drosselstr. 32, ✉ 33 <box>258 139 384 147</box>
directory-entry: Meiercord, Wilh., Oberzollinsp., Burgstr. 56 <box>1158 646 1325 655</box>
directory-entry: — Paul, Kfm.Ang. Wasmannstr. 23, ✉ 33 <box>258 706 396 714</box>
directory-entry: — Wwe., Rosa, Possmoorweg 11, ✉ 39 <box>521 333 653 342</box>
directory-entry: — Frau Paula, Brothdlg., Ausschlägerweg 39, ✉ 26 <box>258 841 433 850</box>
directory-entry: — Wilhelm, Pensionär, Hamburgerstr. 206 <box>1158 350 1303 358</box>
directory-entry: — Robert, Carl F. W. Meier, ☎ 44 28 10, Magdalenenstr. 35, ✉ 13 <box>521 299 746 308</box>
directory-entry: — Henri, Malerei, ☎ 54 27 05, Mendelssohnstr. 3/5, ✉ 19 <box>1840 206 2038 215</box>
directory-entry: — Mathilde, Büroang., Adolphstr. 74, ✉ 21 <box>258 215 404 223</box>
ruler-label: A5 <box>552 1282 582 1309</box>
directory-entry: — Paul, Maschb., Tribünenweg 6, ✉ 34 <box>258 680 392 689</box>
directory-entry: — W. C., Eiffestr. 656, ✉ 26 <box>521 604 614 612</box>
directory-entry: Meifert, A., Maschinist, am Gleise 11 <box>1840 114 1981 121</box>
directory-entry: — Rich., Hochb.-Ang., Habichtstr. 121 <box>521 189 652 198</box>
directory-entry: — Dietrich, Schiffsoff., Billstr. 40, ✉ 19 <box>1840 825 1973 833</box>
directory-entry: — Wilh., Stauervize, Eilbeckerweg 61 <box>1158 257 1288 265</box>
directory-entry: — Paul, Straßbsch., Sandkamp 5, ✉ 34 <box>258 757 391 765</box>
directory-entry: — Herm., Bur.-Ang., Fuhlentwiete 39 <box>1840 172 1967 181</box>
directory-entry: — Wilhelm, Maler, Kolbergstr. 26, ✉ 1 <box>1158 367 1289 376</box>
directory-entry: 53 24 13, Gärtnerstr. 76, H. A, ✉ 30 <box>258 570 382 578</box>
directory-entry: von Meier, Gust., Iffiandstr. 53, ✉ 24 <box>1158 596 1297 604</box>
directory-entry: — P., Baumaschin. Lutterothstr. 30 b <box>258 630 384 638</box>
directory-entry: — Theod., Schiffer, Hammerbrookstr. 94 <box>521 477 660 485</box>
directory-entry: — Wilh., Rentn., Marthastr. 46, ✉ 19 <box>1158 139 1284 147</box>
header-rule <box>270 108 979 110</box>
directory-entry: — H., Schloss., Herderstr. 39, ✉ 24 <box>1840 485 1961 494</box>
directory-entry: — Paul, Hoteldien., Langenkam 1, ✉ 39 <box>258 646 394 655</box>
directory-entry: — Martin, Am Billekanal 4, ✉ 27 <box>258 189 369 198</box>
